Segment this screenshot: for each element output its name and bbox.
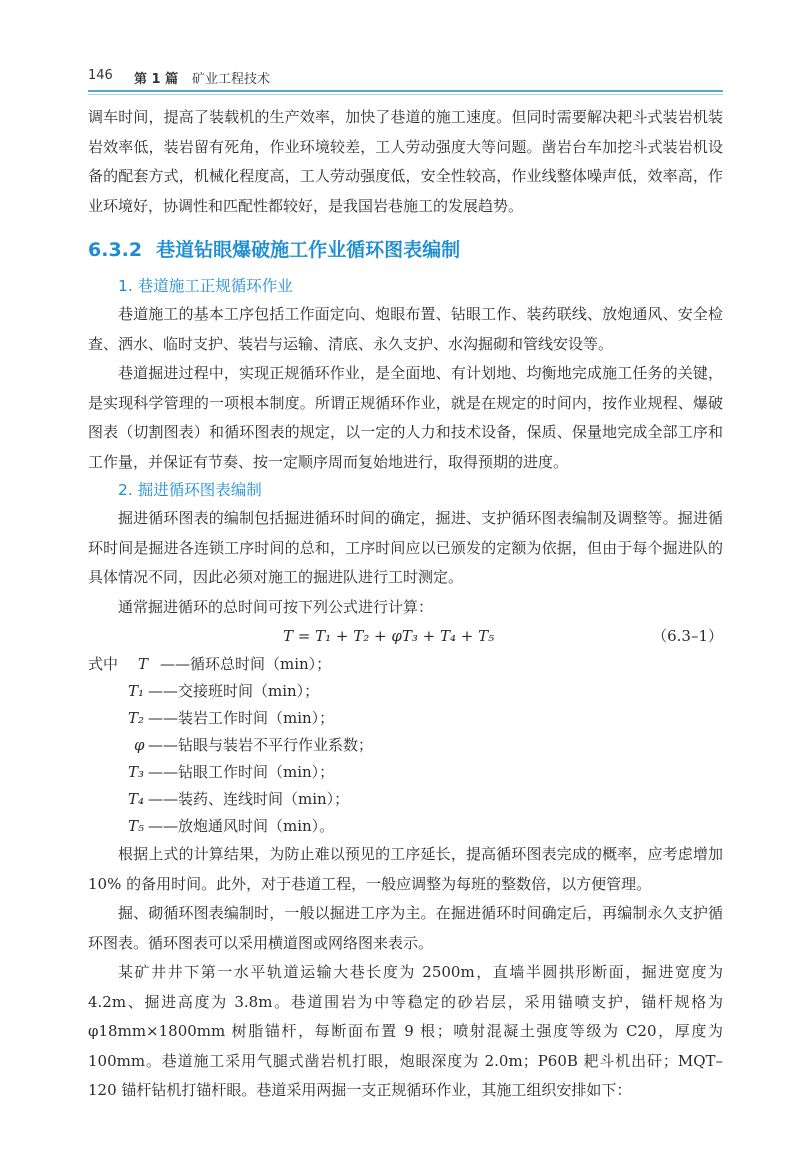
paragraph: 根据上式的计算结果，为防止难以预见的工序延长，提高循环图表完成的概率，应考虑增加 10% 的备用时间。此外，对于巷道工程，一般应调整为每班的整数倍，以方便管理。 bbox=[88, 845, 723, 893]
paragraph-continued: 调车时间，提高了装载机的生产效率，加快了巷道的施工速度。但同时需要解决耙斗式装岩机装岩效率低，装岩留有死角，作业环境较差，工人劳动强度大等问题。凿岩台车加挖斗式装岩机设备的配套方式，机械化程度高，工人劳动强度低，安全性较高，作业线整体噪声低，效率高，作业环境好，协调性和匹配性都较好，是我国岩巷施工的发展趋势。 bbox=[88, 108, 723, 215]
page-body bbox=[88, 103, 723, 1106]
subsection-heading-2: 2. 掘进循环图表编制 bbox=[118, 481, 262, 499]
section-heading bbox=[88, 235, 723, 265]
where-row bbox=[88, 732, 723, 759]
formula-expression: T = T₁ + T₂ + φT₃ + T₄ + T₅ bbox=[283, 627, 495, 645]
variable-description: ——钻眼工作时间（min）； bbox=[148, 763, 335, 781]
where-row bbox=[88, 678, 723, 705]
where-row bbox=[88, 759, 723, 786]
variable-symbol: φ bbox=[134, 736, 145, 754]
where-row bbox=[88, 786, 723, 813]
section-number: 6.3.2 bbox=[88, 239, 143, 261]
where-row bbox=[88, 813, 723, 840]
where-lead: 式中 bbox=[88, 655, 119, 673]
part-label: 第 1 篇 bbox=[134, 72, 179, 87]
variable-symbol: T₁ bbox=[128, 682, 145, 700]
page-number: 146 bbox=[88, 68, 113, 83]
variable-symbol: T bbox=[138, 655, 149, 673]
where-row bbox=[88, 651, 723, 678]
variable-description: ——交接班时间（min）； bbox=[148, 682, 320, 700]
header-rule bbox=[88, 90, 723, 92]
subsection-heading-1: 1. 巷道施工正规循环作业 bbox=[118, 277, 293, 295]
section-title: 巷道钻眼爆破施工作业循环图表编制 bbox=[156, 239, 461, 261]
variable-description: ——钻眼与装岩不平行作业系数； bbox=[148, 736, 374, 754]
variable-description: ——放炮通风时间（min）。 bbox=[148, 817, 335, 835]
header-rule-thin bbox=[88, 94, 723, 95]
variable-description: ——循环总时间（min）； bbox=[160, 655, 332, 673]
formula bbox=[88, 622, 723, 651]
paragraph: 某矿井井下第一水平轨道运输大巷长度为 2500m，直墙半圆拱形断面，掘进宽度为 4.2m、掘进高度为 3.8m。巷道围岩为中等稳定的砂岩层，采用锚喷支护，锚杆规格为 φ18mm×1800mm 树脂锚杆，每断面布置 9 根；喷射混凝土强度等级为 C20，厚度为 100mm。巷道施工采用气腿式凿岩机打眼，炮眼深度为 2.0m；P60B 耙斗机出矸；MQT–120 锚杆钻机打锚杆眼。巷道采用两掘一支正规循环作业，其施工组织安排如下： bbox=[88, 963, 723, 1099]
variable-description: ——装岩工作时间（min）； bbox=[148, 709, 335, 727]
variable-symbol: T₂ bbox=[128, 709, 145, 727]
variable-symbol: T₃ bbox=[128, 763, 145, 781]
running-header bbox=[88, 68, 723, 88]
variable-symbol: T₅ bbox=[128, 817, 145, 835]
paragraph: 巷道掘进过程中，实现正规循环作业，是全面地、有计划地、均衡地完成施工任务的关键，是实现科学管理的一项根本制度。所谓正规循环作业，就是在规定的时间内，按作业规程、爆破图表（切割图表）和循环图表的规定，以一定的人力和技术设备，保质、保量地完成全部工序和工作量，并保证有节奏、按一定顺序周而复始地进行，取得预期的进度。 bbox=[88, 364, 723, 471]
paragraph: 掘进循环图表的编制包括掘进循环时间的确定，掘进、支护循环图表编制及调整等。掘进循环时间是掘进各连锁工序时间的总和，工序时间应以已颁发的定额为依据，但由于每个掘进队的具体情况不同，因此必须对施工的掘进队进行工时测定。 bbox=[88, 509, 723, 586]
variable-symbol: T₄ bbox=[128, 790, 145, 808]
paragraph: 通常掘进循环的总时间可按下列公式进行计算： bbox=[118, 597, 434, 616]
paragraph: 掘、砌循环图表编制时，一般以掘进工序为主。在掘进循环时间确定后，再编制永久支护循环图表。循环图表可以采用横道图或网络图来表示。 bbox=[88, 904, 723, 952]
part-title: 矿业工程技术 bbox=[192, 72, 271, 87]
paragraph: 巷道施工的基本工序包括工作面定向、炮眼布置、钻眼工作、装药联线、放炮通风、安全检查、洒水、临时支护、装岩与运输、清底、永久支护、水沟掘砌和管线安设等。 bbox=[88, 305, 723, 353]
where-row bbox=[88, 705, 723, 732]
equation-number: （6.3–1） bbox=[652, 627, 723, 645]
variable-description: ——装药、连线时间（min）； bbox=[148, 790, 350, 808]
